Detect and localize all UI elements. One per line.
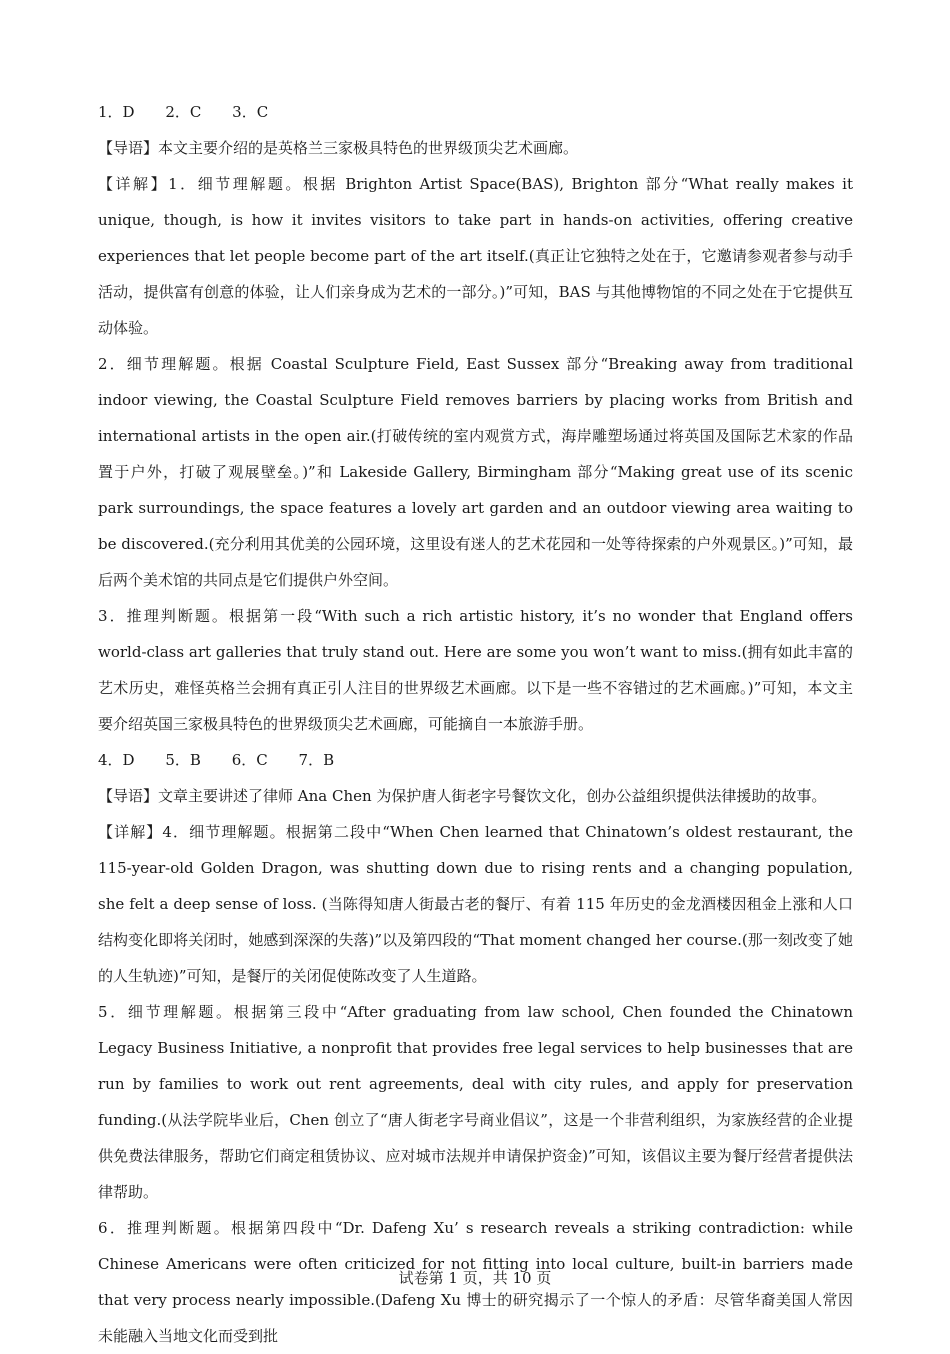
answer-4: 4．D [98,751,135,769]
explanation-3: 3．推理判断题。根据第一段“With such a rich artistic history, it’s no wonder that England offers world-class art galleries that truly stand out. Here are some you won’t want to miss.(拥有如此丰富的艺术历史，难怪英格兰会拥有真正引人注目的世界级艺术画廊。以下是一些不容错过的艺术画廊。)”可知，本文主要介绍英国三家极具特色的世界级顶尖艺术画廊，可能摘自一本旅游手册。 [98,607,853,733]
answer-key-4-7 [98,742,853,778]
answer-7: 7．B [298,751,335,769]
answer-1: 1．D [98,103,135,121]
explanation-2: 2．细节理解题。根据 Coastal Sculpture Field, East Sussex 部分“Breaking away from traditional indoor viewing, the Coastal Sculpture Field removes barriers by placing works from British and international artists in the open air.(打破传统的室内观赏方式，海岸雕塑场通过将英国及国际艺术家的作品置于户外，打破了观展壁垒。)”和 Lakeside Gallery, Birmingham 部分“Making great use of its scenic park surroundings, the space features a lovely art garden and an outdoor viewing area waiting to be discovered.(充分利用其优美的公园环境，这里设有迷人的艺术花园和一处等待探索的户外观景区。)”可知，最后两个美术馆的共同点是它们提供户外空间。 [98,355,853,589]
answer-explanations [98,94,853,1354]
explanation-6: 6．推理判断题。根据第四段中“Dr. Dafeng Xu’ s research reveals a striking contradiction: while Chinese Americans were often criticized for not fitting into local culture, built-in barriers made that very process nearly impossible.(Dafeng Xu 博士的研究揭示了一个惊人的矛盾：尽管华裔美国人常因未能融入当地文化而受到批 [98,1219,853,1345]
passage-intro-2: 【导语】文章主要讲述了律师 Ana Chen 为保护唐人街老字号餐饮文化，创办公益组织提供法律援助的故事。 [98,787,827,805]
explanation-5: 5．细节理解题。根据第三段中“After graduating from law school, Chen founded the Chinatown Legacy Business Initiative, a nonprofit that provides free legal services to help businesses that are run by families to work out rent agreements, deal with city rules, and apply for preservation funding.(从法学院毕业后，Chen 创立了“唐人街老字号商业倡议”，这是一个非营利组织，为家族经营的企业提供免费法律服务，帮助它们商定租赁协议、应对城市法规并申请保护资金)”可知，该倡议主要为餐厅经营者提供法律帮助。 [98,1003,853,1201]
answer-6: 6．C [231,751,268,769]
answer-5: 5．B [165,751,201,769]
explanation-4: 【详解】4．细节理解题。根据第二段中“When Chen learned that Chinatown’s oldest restaurant, the 115-year-old Golden Dragon, was shutting down due to rising rents and a changing population, she felt a deep sense of loss. (当陈得知唐人街最古老的餐厅、有着 115 年历史的金龙酒楼因租金上涨和人口结构变化即将关闭时，她感到深深的失落)”以及第四段的“That moment changed her course.(那一刻改变了她的人生轨迹)”可知，是餐厅的关闭促使陈改变了人生道路。 [98,823,853,985]
answer-3: 3．C [232,103,269,121]
passage-intro-1: 【导语】本文主要介绍的是英格兰三家极具特色的世界级顶尖艺术画廊。 [98,139,579,157]
page-footer: 试卷第 1 页，共 10 页 [398,1269,552,1287]
explanation-1: 【详解】1．细节理解题。根据 Brighton Artist Space(BAS), Brighton 部分“What really makes it unique, though, is how it invites visitors to take part in hands-on activities, offering creative experiences that let people become part of the art itself.(真正让它独特之处在于，它邀请参观者参与动手活动，提供富有创意的体验，让人们亲身成为艺术的一部分。)”可知，BAS 与其他博物馆的不同之处在于它提供互动体验。 [98,175,853,337]
answer-2: 2．C [165,103,202,121]
answer-key-1-3 [98,94,853,130]
